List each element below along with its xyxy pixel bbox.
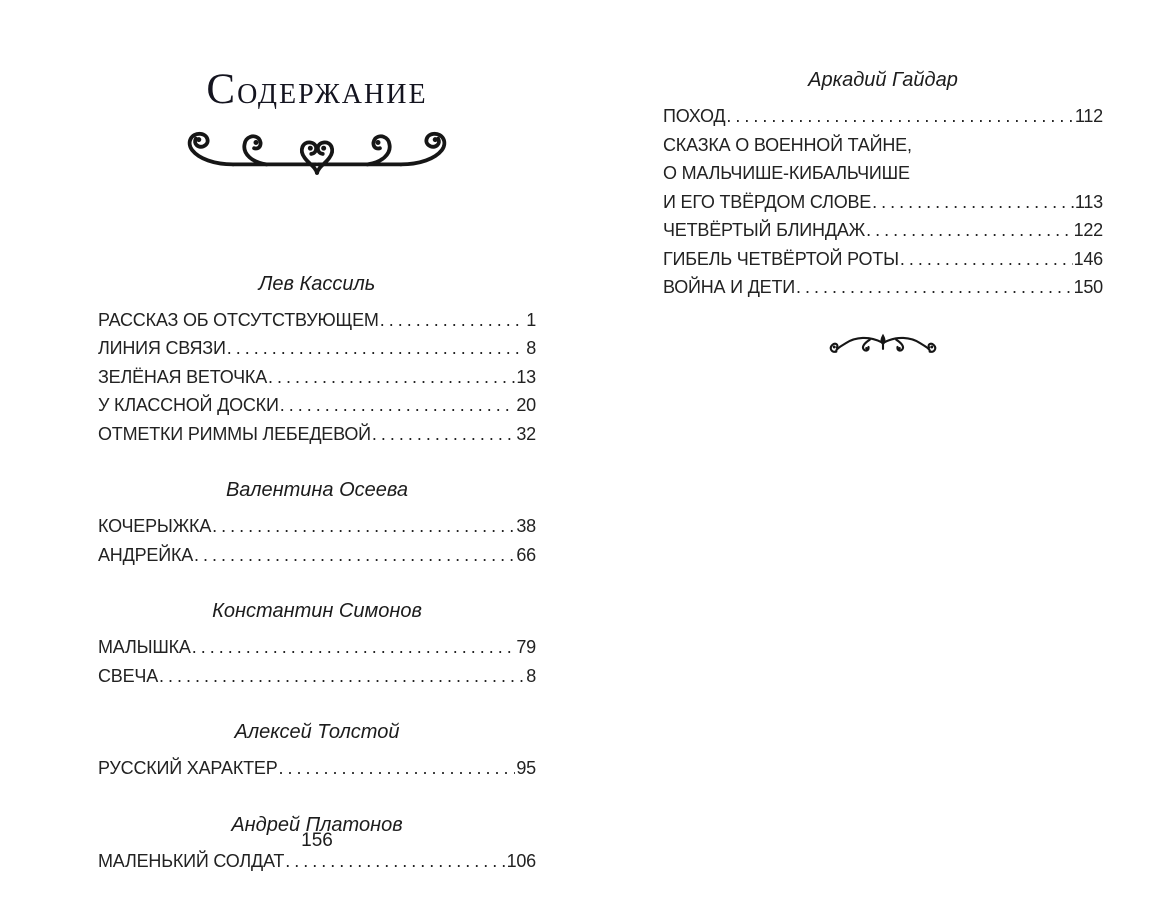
section-author: Лев Кассиль	[258, 272, 376, 295]
dot-leader	[372, 420, 516, 449]
toc-entry	[98, 334, 536, 363]
toc-entry	[98, 633, 536, 662]
toc-entry-line: О МАЛЬЧИШЕ-КИБАЛЬЧИШЕ	[663, 163, 910, 183]
toc-entry-row	[663, 245, 1103, 274]
dot-leader	[279, 754, 516, 783]
page-number: 156	[301, 830, 333, 851]
entry-page-number: 1	[526, 309, 536, 330]
toc-section	[98, 272, 536, 449]
entry-title: ГИБЕЛЬ ЧЕТВЁРТОЙ РОТЫ	[663, 248, 899, 269]
page-title: СОДЕРЖАНИЕ	[206, 66, 428, 113]
entry-page-number: 8	[526, 338, 536, 359]
toc-entry	[98, 391, 536, 420]
entry-title: КОЧЕРЫЖКА	[98, 516, 212, 537]
toc-entry	[663, 131, 1103, 217]
toc-entry-row	[98, 541, 536, 570]
entry-title: СВЕЧА	[98, 665, 159, 686]
dot-leader	[268, 363, 515, 392]
toc-entry-row	[98, 662, 536, 691]
toc-entry-row	[98, 420, 536, 449]
entry-page-number: 106	[506, 850, 536, 871]
left-sections	[98, 272, 536, 876]
section-author: Андрей Платонов	[231, 813, 403, 836]
toc-entry-row	[98, 391, 536, 420]
section-author: Аркадий Гайдар	[808, 69, 958, 91]
flourish-ornament-large	[174, 128, 460, 176]
entry-page-number: 95	[516, 758, 536, 779]
entry-page-number: 66	[516, 544, 536, 565]
toc-entry	[98, 512, 536, 541]
dot-leader	[866, 216, 1073, 245]
entry-title: РУССКИЙ ХАРАКТЕР	[98, 758, 278, 779]
entry-title: ОТМЕТКИ РИММЫ ЛЕБЕДЕВОЙ	[98, 423, 371, 444]
dot-leader	[192, 633, 516, 662]
entry-title: ВОЙНА И ДЕТИ	[663, 277, 796, 297]
entry-page-number: 8	[526, 665, 536, 686]
toc-entry-row	[98, 334, 536, 363]
entry-title: ЧЕТВЁРТЫЙ БЛИНДАЖ	[663, 220, 866, 240]
dot-leader	[212, 512, 515, 541]
toc-entry	[98, 306, 536, 335]
right-sections	[663, 68, 1103, 302]
toc-entry-row	[663, 216, 1103, 245]
toc-entry-row	[98, 754, 536, 783]
entry-title: У КЛАССНОЙ ДОСКИ	[98, 395, 279, 416]
entry-page-number: 146	[1073, 248, 1103, 269]
toc-section	[98, 478, 536, 569]
entry-title: И ЕГО ТВЁРДОМ СЛОВЕ	[663, 191, 872, 212]
toc-entry	[663, 102, 1103, 131]
toc-entry	[663, 245, 1103, 274]
toc-entry-row	[98, 512, 536, 541]
entry-page-number: 150	[1073, 277, 1103, 297]
dot-leader	[380, 306, 525, 335]
entry-page-number: 79	[516, 637, 536, 658]
entry-title: АНДРЕЙКА	[98, 544, 194, 565]
left-column	[98, 64, 536, 875]
entry-page-number: 38	[516, 516, 536, 537]
dot-leader	[900, 245, 1073, 274]
entry-page-number: 32	[516, 423, 536, 444]
toc-entry-row	[98, 363, 536, 392]
entry-title: ЛИНИЯ СВЯЗИ	[98, 338, 226, 359]
section-author: Алексей Толстой	[234, 721, 400, 744]
toc-entry	[663, 216, 1103, 245]
toc-entry	[98, 754, 536, 783]
toc-section	[98, 599, 536, 690]
entry-title: ПОХОД	[663, 106, 726, 126]
dot-leader	[194, 541, 515, 570]
entry-page-number: 13	[516, 366, 536, 387]
toc-entry-row	[663, 102, 1103, 131]
entry-title: МАЛЕНЬКИЙ СОЛДАТ	[98, 850, 285, 871]
flourish-ornament-small	[827, 328, 939, 358]
dot-leader	[872, 188, 1074, 217]
toc-entry	[98, 541, 536, 570]
entry-page-number: 20	[516, 395, 536, 416]
toc-entry-row	[98, 306, 536, 335]
toc-section	[663, 68, 1103, 302]
toc-entry-row	[98, 633, 536, 662]
right-column	[663, 64, 1103, 358]
entry-page-number: 113	[1074, 191, 1103, 212]
entry-title: РАССКАЗ ОБ ОТСУТСТВУЮЩЕМ	[98, 309, 379, 330]
toc-entry	[663, 273, 1103, 302]
dot-leader	[796, 273, 1073, 302]
toc-entry	[98, 363, 536, 392]
toc-entry-row	[663, 273, 1103, 302]
toc-section	[98, 720, 536, 783]
toc-entry-line: СКАЗКА О ВОЕННОЙ ТАЙНЕ,	[663, 134, 912, 155]
entry-page-number: 122	[1073, 220, 1103, 240]
dot-leader	[159, 662, 525, 691]
entry-title: ЗЕЛЁНАЯ ВЕТОЧКА	[98, 366, 268, 387]
dot-leader	[280, 391, 516, 420]
entry-title: МАЛЫШКА	[98, 637, 191, 658]
toc-entry	[98, 662, 536, 691]
toc-entry	[98, 420, 536, 449]
toc-entry-row	[663, 188, 1103, 217]
entry-page-number: 112	[1074, 106, 1103, 126]
dot-leader	[726, 102, 1074, 131]
dot-leader	[227, 334, 525, 363]
section-author: Константин Симонов	[212, 600, 422, 623]
section-author: Валентина Осеева	[225, 479, 409, 502]
